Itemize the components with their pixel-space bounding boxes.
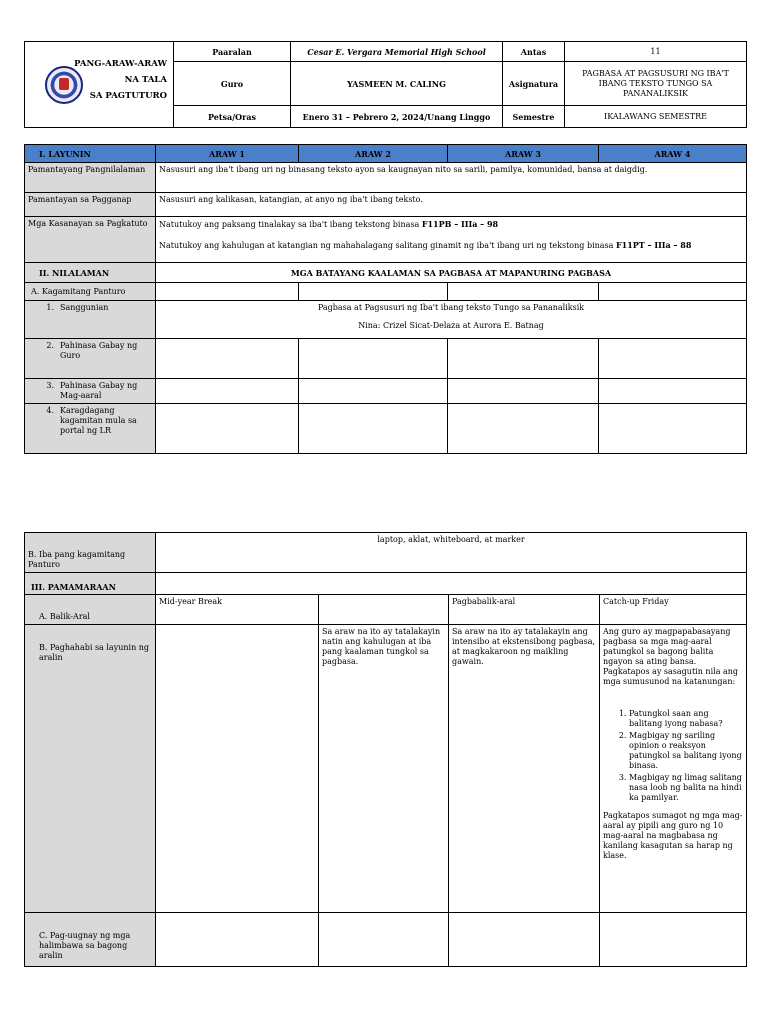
pag-uugnay-day-4 xyxy=(600,913,747,967)
asignatura-label: Asignatura xyxy=(503,62,565,106)
lesson-plan-table-2 xyxy=(24,532,747,967)
gabay-mag-aaral-day-4 xyxy=(599,379,747,404)
kasanayan-line-1: Natutukoy ang paksang tinalakay sa iba't ibang tekstong binasa xyxy=(159,220,420,229)
paghahabi-day-1 xyxy=(156,625,319,913)
pag-uugnay-day-1 xyxy=(156,913,319,967)
nilalaman-value: MGA BATAYANG KAALAMAN SA PAGBASA AT MAPANURING PAGBASA xyxy=(156,263,747,283)
question-item-3: 3. Magbigay ng limag salitang nasa loob ng balita na hindi ka pamilyar. xyxy=(629,773,743,803)
sanggunian-authors: Nina: Crizel Sicat-Delaza at Aurora E. Batnag xyxy=(358,321,544,330)
kagamitang-panturo-label: A. Kagamitang Panturo xyxy=(25,283,156,301)
kagamitang-day-2 xyxy=(299,283,448,301)
gabay-guro-day-2 xyxy=(299,339,448,379)
sanggunian-text: Sanggunian xyxy=(60,303,109,312)
title-line-3: SA PAGTUTURO xyxy=(89,91,167,101)
gabay-guro-day-3 xyxy=(448,339,599,379)
header-table xyxy=(24,41,747,128)
balik-aral-day-1: Mid-year Break xyxy=(156,595,319,625)
kasanayan-code-2: F11PT – IIIa – 88 xyxy=(615,240,692,250)
sanggunian-number: 1. xyxy=(46,303,54,312)
gabay-guro-label xyxy=(25,339,156,379)
gabay-mag-aaral-number: 3. xyxy=(46,381,54,390)
gabay-mag-aaral-day-1 xyxy=(156,379,299,404)
paaralan-label: Paaralan xyxy=(174,42,291,62)
kagamitang-day-4 xyxy=(599,283,747,301)
guro-label: Guro xyxy=(174,62,291,106)
guro-value: YASMEEN M. CALING xyxy=(291,62,503,106)
paghahabi-day-3: Sa araw na ito ay tatalakayin ang intensibo at ekstensibong pagbasa, at magkakaroon ng maikling gawain. xyxy=(449,625,600,913)
iba-pang-kagamitang-label: B. Iba pang kagamitang Panturo xyxy=(25,533,156,573)
sanggunian-label xyxy=(25,301,156,339)
nilalaman-label: II. NILALAMAN xyxy=(25,263,156,283)
karagdagang-kagamitan-label xyxy=(25,404,156,454)
pamantayang-pangnilalaman-label: Pamantayang Pangnilalaman xyxy=(25,163,156,193)
asignatura-value: PAGBASA AT PAGSUSURI NG IBA'T IBANG TEKSTO TUNGO SA PANANALIKSIK xyxy=(565,62,747,106)
karagdagang-text: Karagdagang kagamitan mula sa portal ng LR xyxy=(60,406,137,435)
title-line-2: NA TALA xyxy=(124,75,167,85)
gabay-guro-number: 2. xyxy=(46,341,54,350)
kagamitang-day-1 xyxy=(156,283,299,301)
gabay-guro-day-1 xyxy=(156,339,299,379)
pag-uugnay-label: C. Pag-uugnay ng mga halimbawa sa bagong aralin xyxy=(25,913,156,967)
paghahabi-day-4 xyxy=(600,625,747,913)
paghahabi-day-4-outro: Pagkatapos sumagot ng mga mag-aaral ay pipili ang guro ng 10 mag-aaral na magbabasa ng kanilang kasagutan sa harap ng klase. xyxy=(603,811,743,860)
petsa-label: Petsa/Oras xyxy=(174,106,291,128)
kasanayan-value xyxy=(156,217,747,263)
balik-aral-day-4: Catch-up Friday xyxy=(600,595,747,625)
gabay-guro-day-4 xyxy=(599,339,747,379)
karagdagang-day-1 xyxy=(156,404,299,454)
paghahabi-day-4-intro: Ang guro ay magpapabasayang pagbasa sa mga mag-aaral patungkol sa bagong balita ngayon sa ating bansa. Pagkatapos ay sasagutin nila ang mga sumusunod na katanungan: xyxy=(603,627,739,686)
paghahabi-label: B. Paghahabi sa layunin ng aralin xyxy=(25,625,156,913)
karagdagang-number: 4. xyxy=(46,406,54,415)
balik-aral-day-2 xyxy=(319,595,449,625)
balik-aral-label: A. Balik-Aral xyxy=(25,595,156,625)
karagdagang-day-4 xyxy=(599,404,747,454)
lesson-plan-table-1 xyxy=(24,144,747,454)
pamamaraan-value xyxy=(156,573,747,595)
karagdagang-day-3 xyxy=(448,404,599,454)
sanggunian-book: Pagbasa at Pagsusuri ng Iba't ibang teksto Tungo sa Pananaliksik xyxy=(317,303,585,312)
title-line-1: PANG-ARAW-ARAW xyxy=(74,59,167,69)
araw-3-header: ARAW 3 xyxy=(448,145,599,163)
petsa-value: Enero 31 – Pebrero 2, 2024/Unang Linggo xyxy=(291,106,503,128)
gabay-mag-aaral-text: Pahinasa Gabay ng Mag-aaral xyxy=(60,381,138,400)
iba-pang-kagamitang-value: laptop, aklat, whiteboard, at marker xyxy=(156,533,747,573)
question-item-1: 1. Patungkol saan ang balitang iyong nabasa? xyxy=(629,709,743,729)
gabay-mag-aaral-day-2 xyxy=(299,379,448,404)
araw-2-header: ARAW 2 xyxy=(299,145,448,163)
pamamaraan-label: III. PAMAMARAAN xyxy=(25,573,156,595)
kasanayan-label: Mga Kasanayan sa Pagkatuto xyxy=(25,217,156,263)
pamantayan-pagganap-value: Nasusuri ang kalikasan, katangian, at anyo ng iba't ibang teksto. xyxy=(156,193,747,217)
kagamitang-day-3 xyxy=(448,283,599,301)
antas-label: Antas xyxy=(503,42,565,62)
sanggunian-value xyxy=(156,301,747,339)
araw-4-header: ARAW 4 xyxy=(599,145,747,163)
pamantayang-pangnilalaman-value: Nasusuri ang iba't ibang uri ng binasang teksto ayon sa kaugnayan nito sa sarili, pamilya, komunidad, bansa at daigdig. xyxy=(156,163,747,193)
araw-1-header: ARAW 1 xyxy=(156,145,299,163)
antas-value: 11 xyxy=(565,42,747,62)
semestre-value: IKALAWANG SEMESTRE xyxy=(565,106,747,128)
semestre-label: Semestre xyxy=(503,106,565,128)
balik-aral-day-3: Pagbabalik-aral xyxy=(449,595,600,625)
paaralan-value: Cesar E. Vergara Memorial High School xyxy=(291,42,503,62)
layunin-header: I. LAYUNIN xyxy=(25,145,156,163)
school-logo-cell xyxy=(25,42,174,128)
kasanayan-code-1: F11PB – IIIa – 98 xyxy=(421,219,499,229)
paghahabi-questions-list xyxy=(603,709,743,803)
pamantayan-pagganap-label: Pamantayan sa Pagganap xyxy=(25,193,156,217)
gabay-mag-aaral-day-3 xyxy=(448,379,599,404)
gabay-guro-text: Pahinasa Gabay ng Guro xyxy=(60,341,138,360)
document-title xyxy=(74,56,167,104)
paghahabi-day-2: Sa araw na ito ay tatalakayin natin ang kahulugan at iba pang kaalaman tungkol sa pagbasa. xyxy=(319,625,449,913)
kasanayan-line-2: Natutukoy ang kahulugan at katangian ng mahahalagang salitang ginamit ng iba't ibang uri ng tekstong binasa xyxy=(159,241,614,250)
pag-uugnay-day-3 xyxy=(449,913,600,967)
gabay-mag-aaral-label xyxy=(25,379,156,404)
question-item-2: 2. Magbigay ng sariling opinion o reaksyon patungkol sa balitang iyong binasa. xyxy=(629,731,743,771)
karagdagang-day-2 xyxy=(299,404,448,454)
pag-uugnay-day-2 xyxy=(319,913,449,967)
